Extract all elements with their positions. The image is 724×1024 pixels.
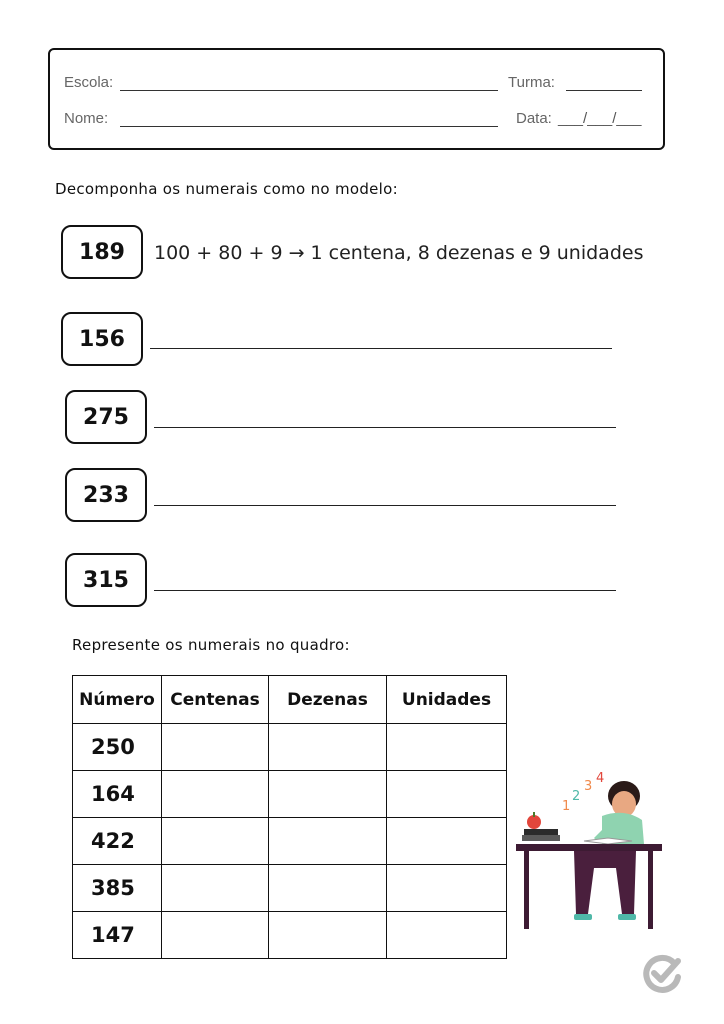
answer-line[interactable]: [154, 590, 616, 591]
column-header-centenas: Centenas: [162, 676, 269, 724]
column-header-numero: Número: [73, 676, 162, 724]
apple-icon: [527, 815, 541, 829]
digit-1: 1: [562, 799, 571, 814]
row-number: 250: [73, 724, 162, 771]
table-row: [73, 771, 507, 818]
column-header-unidades: Unidades: [387, 676, 507, 724]
books-icon: [524, 829, 558, 835]
section2-instruction: Represente os numerais no quadro:: [72, 636, 350, 654]
centenas-cell[interactable]: [162, 818, 269, 865]
unidades-cell[interactable]: [387, 865, 507, 912]
dezenas-cell[interactable]: [269, 865, 387, 912]
table-row: [73, 865, 507, 912]
data-field[interactable]: ___/___/___: [558, 110, 642, 127]
shoe: [574, 914, 592, 920]
exercise-number-box: 275: [65, 390, 147, 444]
section1-instruction: Decomponha os numerais como no modelo:: [55, 180, 398, 198]
nome-label: Nome:: [64, 110, 109, 127]
table-row: [73, 912, 507, 959]
desk: [516, 844, 662, 851]
digit-4: 4: [596, 771, 605, 786]
table-header-row: [73, 676, 507, 724]
row-number: 422: [73, 818, 162, 865]
table-row: [73, 724, 507, 771]
unidades-cell[interactable]: [387, 912, 507, 959]
shoe: [618, 914, 636, 920]
nome-field[interactable]: [120, 126, 498, 127]
turma-label: Turma:: [508, 74, 555, 91]
escola-label: Escola:: [64, 74, 114, 91]
centenas-cell[interactable]: [162, 771, 269, 818]
place-value-table: [72, 675, 507, 959]
example-decomposition: 100 + 80 + 9 → 1 centena, 8 dezenas e 9 unidades: [154, 242, 644, 264]
data-label: Data:: [516, 110, 552, 127]
dezenas-cell[interactable]: [269, 818, 387, 865]
exercise-number-box: 315: [65, 553, 147, 607]
exercise-number-box: 156: [61, 312, 143, 366]
answer-line[interactable]: [150, 348, 612, 349]
row-number: 147: [73, 912, 162, 959]
pants: [574, 851, 636, 914]
answer-line[interactable]: [154, 505, 616, 506]
digit-3: 3: [584, 779, 593, 794]
unidades-cell[interactable]: [387, 724, 507, 771]
escola-field[interactable]: [120, 90, 498, 91]
centenas-cell[interactable]: [162, 912, 269, 959]
row-number: 385: [73, 865, 162, 912]
student-at-desk-illustration: [512, 768, 668, 932]
dezenas-cell[interactable]: [269, 724, 387, 771]
turma-field[interactable]: [566, 90, 642, 91]
dezenas-cell[interactable]: [269, 771, 387, 818]
row-number: 164: [73, 771, 162, 818]
table-row: [73, 818, 507, 865]
column-header-dezenas: Dezenas: [269, 676, 387, 724]
exercise-number-box: 233: [65, 468, 147, 522]
answer-line[interactable]: [154, 427, 616, 428]
centenas-cell[interactable]: [162, 724, 269, 771]
centenas-cell[interactable]: [162, 865, 269, 912]
check-logo-icon: [640, 951, 684, 995]
unidades-cell[interactable]: [387, 771, 507, 818]
digit-2: 2: [572, 789, 581, 804]
student-info-box: [48, 48, 665, 150]
unidades-cell[interactable]: [387, 818, 507, 865]
example-number-box: 189: [61, 225, 143, 279]
dezenas-cell[interactable]: [269, 912, 387, 959]
